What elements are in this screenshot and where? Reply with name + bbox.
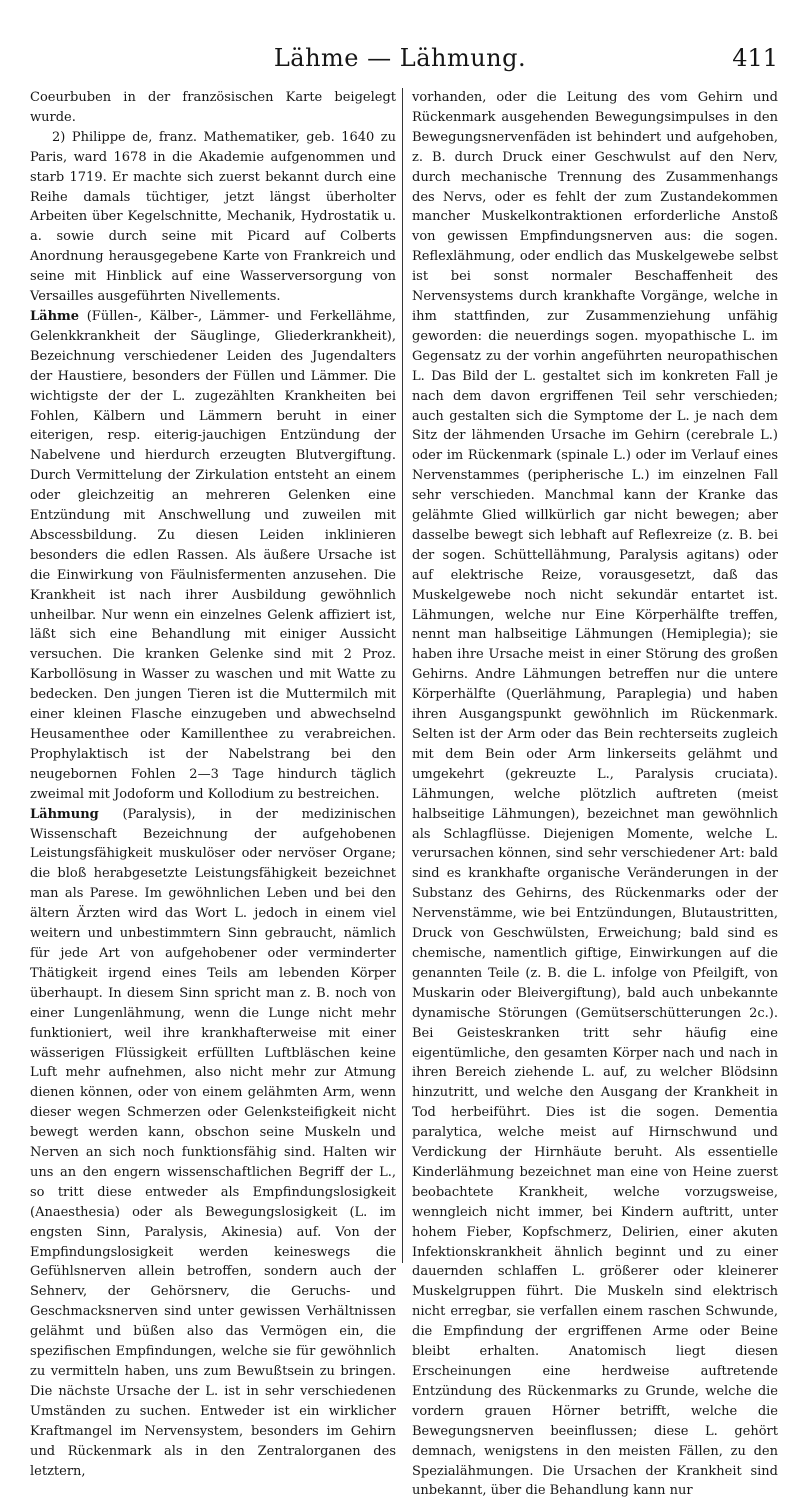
page-header [0, 0, 800, 80]
paragraph-philippe: 2) Philippe de, franz. Mathematiker, geb. 1640 zu Paris, ward 1678 in die Akademie aufgenommen und starb 1719. Er machte sich zuerst bekannt durch eine Reihe damals tüchtiger, jetzt längst überholter Arbeiten über Kegelschnitte, Mechanik, Hydrostatik u. a. sowie durch seine mit Picard auf Colberts Anordnung herausgegebene Karte von Frankreich und seine mit Hinblick auf eine Wasserversorgung von Versailles ausgeführten Nivellements. [30, 129, 396, 305]
entry-headword-laehmung: Lähmung [30, 806, 99, 822]
entry-laehme [30, 307, 396, 805]
paragraph-coeurbuben: Coeurbuben in der französischen Karte beigelegt wurde. [30, 90, 396, 125]
entry-text-laehme: (Füllen-, Kälber-, Lämmer- und Ferkellähme, Gelenkkrankheit der Säuglinge, Gliederkrankheit), Bezeichnung verschiedener Leiden des Jugendalters der Haustiere, besonders der Füllen und Lämmer. Die wichtigste der der L. zugezählten Krankheiten bei Fohlen, Kälbern und Lämmern beruht in einer eiterigen, resp. eiterig-jauchigen Entzündung der Nabelvene und hierdurch erzeugten Blutvergiftung. Durch Vermittelung der Zirkulation entsteht an einem oder gleichzeitig an mehreren Gelenken eine Entzündung mit Anschwellung und zuweilen mit Abscessbildung. Zu diesen Leiden inklinieren besonders die edlen Rassen. Als äußere Ursache ist die Einwirkung von Fäulnisfermenten anzusehen. Die Krankheit ist nach ihrer Ausbildung gewöhnlich unheilbar. Nur wenn ein einzelnes Gelenk affiziert ist, läßt sich eine Behandlung mit einiger Aussicht versuchen. Die kranken Gelenke sind mit 2 Proz. Karbollösung in Wasser zu waschen und mit Watte zu bedecken. Den jungen Tieren ist die Muttermilch mit einer kleinen Flasche einzugeben und abwechselnd Heusamenthee oder Kamillenthee zu verabreichen. Prophylaktisch ist der Nabelstrang bei den neugebornen Fohlen 2—3 Tage hindurch täglich zweimal mit Jodoform und Kollodium zu bestreichen. [30, 308, 396, 802]
entry-headword-laehme: Lähme [30, 308, 80, 324]
paragraph-laehmung-continued: vorhanden, oder die Leitung des vom Gehirn und Rückenmark ausgehenden Bewegungsimpulses in den Bewegungsnervenfäden ist behindert und aufgehoben, z. B. durch Druck einer Geschwulst auf den Nerv, durch mechanische Trennung des Zusammenhangs des Nervs, oder es fehlt der zum Zustandekommen mancher Muskelkontraktionen erforderliche Anstoß von gewissen Empfindungsnerven aus: die sogen. Reflexlähmung, oder endlich das Muskelgewebe selbst ist bei sonst normaler Beschaffenheit des Nervensystems durch krankhafte Vorgänge, welche in ihm stattfinden, zur Zusammenziehung unfähig geworden: die neuerdings sogen. myopathische L. im Gegensatz zu der vorhin angeführten neuropathischen L. Das Bild der L. gestaltet sich im konkreten Fall je nach dem davon ergriffenen Teil sehr verschieden; auch gestalten sich die Symptome der L. je nach dem Sitz der lähmenden Ursache im Gehirn (cerebrale L.) oder im Rückenmark (spinale L.) oder im Verlauf eines Nervenstammes (peripherische L.) im einzelnen Fall sehr verschieden. Manchmal kann der Kranke das gelähmte Glied willkürlich gar nicht bewegen; aber dasselbe bewegt sich lebhaft auf Reflexreize (z. B. bei der sogen. Schüttellähmung, Paralysis agitans) oder auf elektrische Reize, vorausgesetzt, daß das Muskelgewebe noch nicht sekundär entartet ist. Lähmungen, welche nur Eine Körperhälfte treffen, nennt man halbseitige Lähmungen (Hemiplegia); sie haben ihre Ursache meist in einer Störung des großen Gehirns. Andre Lähmungen betreffen nur die untere Körperhälfte (Querlähmung, Paraplegia) und haben ihren Ausgangspunkt gewöhnlich im Rückenmark. Selten ist der Arm oder das Bein rechterseits zugleich mit dem Bein oder Arm linkerseits gelähmt und umgekehrt (gekreuzte L., Paralysis cruciata). Lähmungen, welche plötzlich auftreten (meist halbseitige Lähmungen), bezeichnet man gewöhnlich als Schlagflüsse. Diejenigen Momente, welche L. verursachen können, sind sehr verschiedener Art: bald sind es krankhafte organische Veränderungen in der Substanz des Gehirns, des Rückenmarks oder der Nervenstämme, wie bei Entzündungen, Blutaustritten, Druck von Geschwülsten, Erweichung; bald sind es chemische, namentlich giftige, Einwirkungen auf die genannten Teile (z. B. die L. infolge von Pfeilgift, von Muskarin oder Bleivergiftung), bald auch unbekannte dynamische Störungen (Gemütserschütterungen 2c.). Bei Geisteskranken tritt sehr häufig eine eigentümliche, den gesamten Körper nach und nach in ihren Bereich ziehende L. auf, zu welcher Blödsinn hinzutritt, und welche den Ausgang der Krankheit in Tod herbeiführt. Dies ist die sogen. Dementia paralytica, welche meist auf Hirnschwund und Verdickung der Hirnhäute beruht. Als essentielle Kinderlähmung bezeichnet man eine von Heine zuerst beobachtete Krankheit, welche vorzugsweise, wenngleich nicht immer, bei Kindern auftritt, unter hohem Fieber, Kopfschmerz, Delirien, einer akuten Infektionskrankheit ähnlich beginnt und zu einer dauernden schlaffen L. größerer oder kleinerer Muskelgruppen führt. Die Muskeln sind elektrisch nicht erregbar, sie verfallen einem raschen Schwunde, die Empfindung der ergriffenen Arme oder Beine bleibt erhalten. Anatomisch liegt diesen Erscheinungen eine herdweise auftretende Entzündung des Rückenmarks zu Grunde, welche die vordern grauen Hörner betrifft, welche die Bewegungsnerven beeinflussen; diese L. gehört demnach, wenigstens in den meisten Fällen, zu den Spezialähmungen. Die Ursachen der Krankheit sind unbekannt, über die Behandlung kann nur [412, 90, 778, 1499]
entry-laehmung [30, 805, 396, 1482]
column-divider [402, 88, 403, 1263]
right-column [412, 88, 778, 1499]
left-column [30, 88, 396, 1479]
entry-text-laehmung: (Paralysis), in der medizinischen Wissenschaft Bezeichnung der aufgehobenen Leistungsfähigkeit muskulöser oder nervöser Organe; die bloß herabgesetzte Leistungsfähigkeit bezeichnet man als Parese. Im gewöhnlichen Leben und bei den ältern Ärzten wird das Wort L. jedoch in einem viel weitern und unbestimmtern Sinn gebraucht, nämlich für jede Art von aufgehobener oder verminderter Thätigkeit irgend eines Teils am lebenden Körper überhaupt. In diesem Sinn spricht man z. B. noch von einer Lungenlähmung, wenn die Lunge nicht mehr funktioniert, weil ihre krankhafterweise mit einer wässerigen Flüssigkeit erfüllten Luftbläschen keine Luft mehr aufnehmen, also nicht mehr zur Atmung dienen können, oder von einem gelähmten Arm, wenn dieser wegen Schmerzen oder Gelenksteifigkeit nicht bewegt werden kann, obschon seine Muskeln und Nerven an sich noch funktionsfähig sind. Halten wir uns an den engern wissenschaftlichen Begriff der L., so tritt diese entweder als Empfindungslosigkeit (Anaesthesia) oder als Bewegungslosigkeit (L. im engsten Sinn, Paralysis, Akinesia) auf. Von der Empfindungslosigkeit werden keineswegs die Gefühlsnerven allein betroffen, sondern auch der Sehnerv, der Gehörsnerv, die Geruchs- und Geschmacksnerven sind unter gewissen Verhältnissen gelähmt und büßen also das Vermögen ein, die spezifischen Empfindungen, welche sie für gewöhnlich zu vermitteln haben, uns zum Bewußtsein zu bringen. Die nächste Ursache der L. ist in sehr verschiedenen Umständen zu suchen. Entweder ist ein wirklicher Kraftmangel im Nervensystem, besonders im Gehirn und Rückenmark als in den Zentralorganen des letztern, [30, 806, 396, 1479]
running-title: Lähme — Lähmung. [273, 44, 527, 72]
page-number: 411 [732, 44, 778, 72]
